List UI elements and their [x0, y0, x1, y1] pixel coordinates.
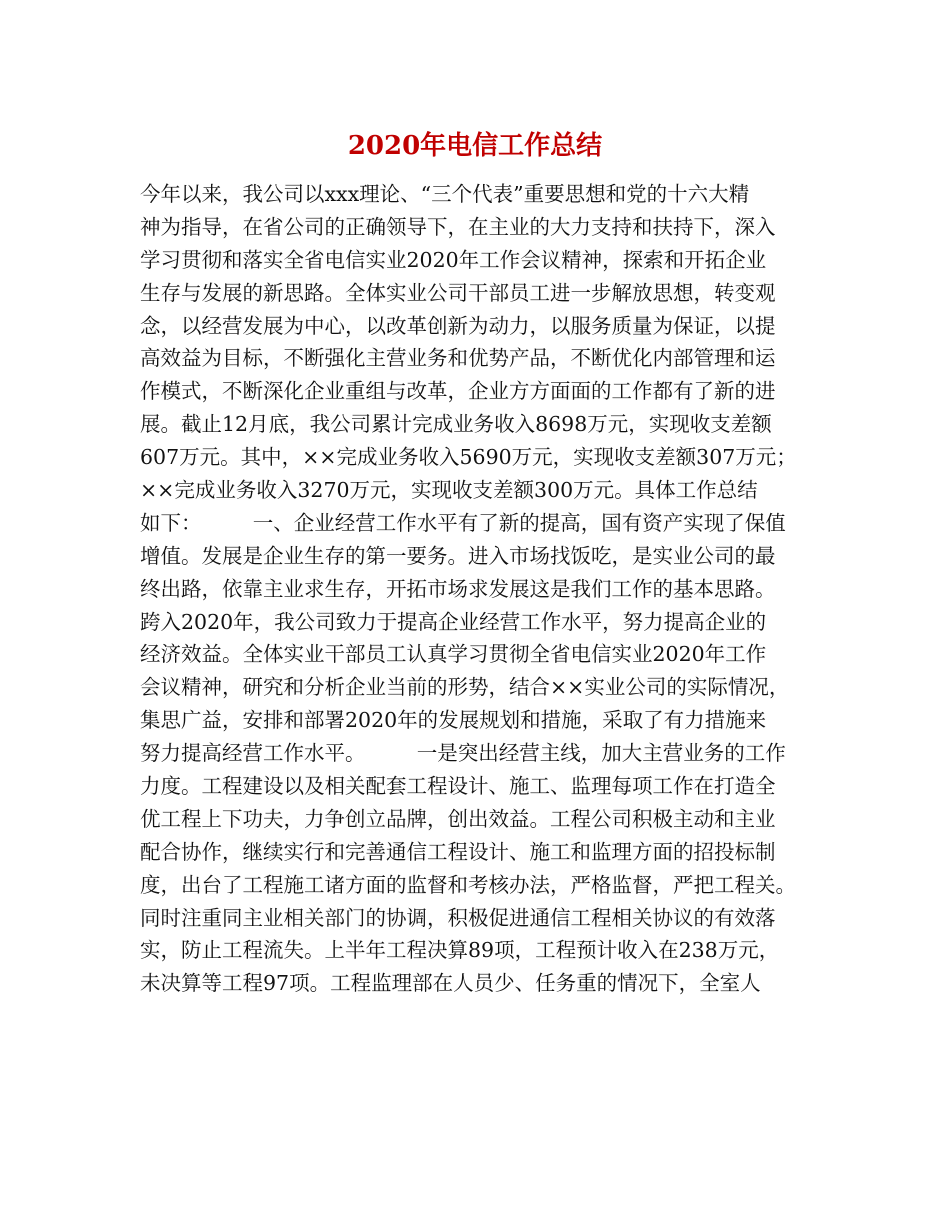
body-line: 增值。发展是企业生存的第一要务。进入市场找饭吃，是实业公司的最 — [140, 543, 776, 568]
body-line: 607万元。其中，××完成业务收入5690万元，实现收支差额307万元； — [140, 445, 797, 470]
body-line: 优工程上下功夫，力争创立品牌，创出效益。工程公司积极主动和主业 — [140, 806, 776, 831]
body-line: 会议精神，研究和分析企业当前的形势，结合××实业公司的实际情况， — [140, 675, 790, 700]
body-line: 生存与发展的新思路。全体实业公司干部员工进一步解放思想，转变观 — [140, 280, 776, 305]
body-line: 力度。工程建设以及相关配套工程设计、施工、监理每项工作在打造全 — [140, 774, 776, 799]
body-line: 跨入2020年，我公司致力于提高企业经营工作水平，努力提高企业的 — [140, 609, 767, 634]
document-body — [140, 178, 830, 1000]
body-line: 实，防止工程流失。上半年工程决算89项，工程预计收入在238万元， — [140, 938, 780, 963]
body-line: 神为指导，在省公司的正确领导下，在主业的大力支持和扶持下，深入 — [140, 214, 776, 239]
body-line: 作模式，不断深化企业重组与改革，企业方方面面的工作都有了新的进 — [140, 379, 776, 404]
body-line: 同时注重同主业相关部门的协调，积极促进通信工程相关协议的有效落 — [140, 905, 776, 930]
body-line: ××完成业务收入3270万元，实现收支差额300万元。具体工作总结 — [140, 478, 758, 503]
body-line: 高效益为目标，不断强化主营业务和优势产品，不断优化内部管理和运 — [140, 346, 776, 371]
body-line: 终出路，依靠主业求生存，开拓市场求发展这是我们工作的基本思路。 — [140, 576, 776, 601]
body-line: 集思广益，安排和部署2020年的发展规划和措施，采取了有力措施来 — [140, 708, 767, 733]
body-line: 念，以经营发展为中心，以改革创新为动力，以服务质量为保证，以提 — [140, 313, 776, 338]
body-line: 度，出台了工程施工诸方面的监督和考核办法，严格监督，严把工程关。 — [140, 872, 796, 897]
body-line: 今年以来，我公司以xxx理论、“三个代表”重要思想和党的十六大精 — [140, 182, 750, 206]
body-line: 展。截止12月底，我公司累计完成业务收入8698万元，实现收支差额 — [140, 412, 772, 437]
document-title: 2020年电信工作总结 — [347, 131, 603, 161]
body-line: 未决算等工程97项。工程监理部在人员少、任务重的情况下，全室人 — [140, 971, 761, 996]
body-line: 努力提高经营工作水平。 一是突出经营主线，加大主营业务的工作 — [140, 741, 786, 766]
body-line: 如下： 一、企业经营工作水平有了新的提高，国有资产实现了保值 — [140, 510, 786, 535]
body-line: 配合协作，继续实行和完善通信工程设计、施工和监理方面的招投标制 — [140, 839, 776, 864]
body-line: 学习贯彻和落实全省电信实业2020年工作会议精神，探索和开拓企业 — [140, 247, 767, 272]
body-line: 经济效益。全体实业干部员工认真学习贯彻全省电信实业2020年工作 — [140, 642, 767, 667]
